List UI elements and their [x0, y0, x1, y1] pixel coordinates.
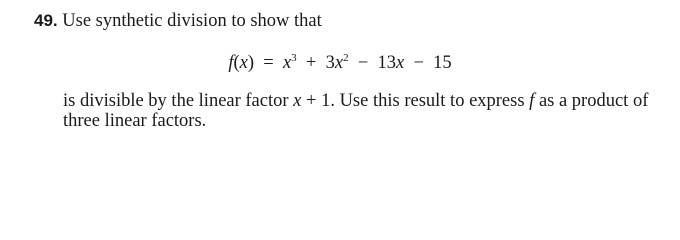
body-f-var: f — [529, 91, 535, 111]
eq-minus-1: − — [357, 53, 369, 73]
eq-term4: 15 — [433, 53, 452, 73]
problem-number: 49. — [34, 11, 58, 30]
body-factor-var: x — [293, 91, 302, 111]
eq-minus-2: − — [413, 53, 424, 73]
eq-term2-coef: 3 — [325, 53, 335, 73]
function-equation: $f(x) = x^3 + 3x^2 - 13x - 15$ — [228, 52, 452, 73]
problem-intro-line — [34, 10, 322, 32]
problem-intro-text: Use synthetic division to show that — [62, 11, 322, 31]
eq-term1-exp: 3 — [291, 52, 297, 64]
eq-term3-var: x — [396, 53, 405, 73]
problem-body-text — [63, 91, 668, 131]
body-part2: as a product of three linear factors. — [63, 91, 649, 131]
eq-function-arg: x — [239, 53, 248, 73]
eq-function-name: f — [228, 53, 234, 73]
eq-plus: + — [305, 53, 317, 73]
eq-term2-exp: 2 — [343, 52, 349, 64]
eq-term2-base: x — [334, 53, 344, 73]
eq-equals: = — [263, 53, 274, 73]
body-part1: is divisible by the linear factor — [63, 91, 294, 111]
eq-term1-base: x — [282, 53, 292, 73]
eq-term3-coef: 13 — [377, 53, 397, 73]
body-factor-rest: + 1. Use this result to express — [301, 91, 530, 111]
